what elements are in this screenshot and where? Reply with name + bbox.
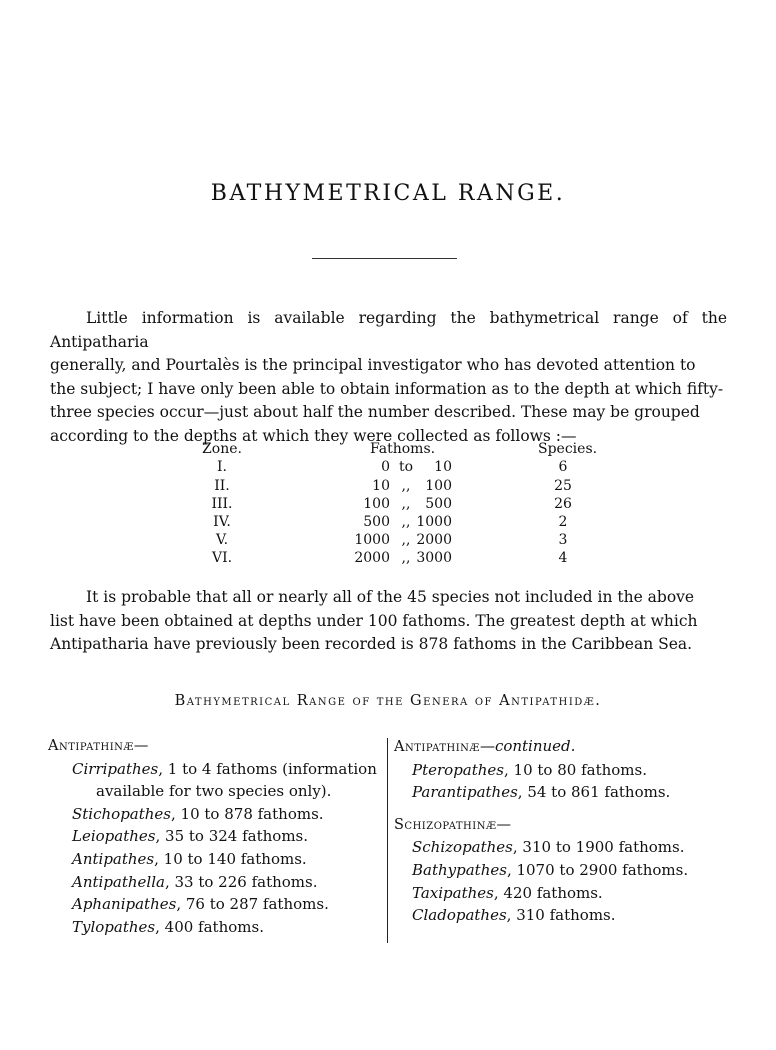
fathoms-sep: ,, — [401, 513, 411, 530]
fathoms-sep: ,, — [401, 550, 411, 567]
fathoms-to: 500 — [425, 495, 452, 512]
zone-cell: II. — [214, 477, 230, 494]
list-item — [48, 803, 386, 826]
para2-line: It is probable that all or nearly all of the 45 species not included in the above — [86, 588, 695, 606]
fathoms-sep: ,, — [401, 477, 411, 494]
genus-name: Stichopathes — [72, 804, 172, 823]
depth-range: , 10 to 140 fathoms. — [154, 849, 307, 868]
table-row — [180, 478, 620, 496]
depth-range: , 76 to 287 fathoms. — [176, 895, 329, 914]
page-title: BATHYMETRICAL RANGE. — [210, 181, 566, 206]
fathoms-from: 0 — [381, 459, 390, 476]
subfamily-heading — [394, 735, 724, 759]
list-item — [394, 836, 724, 859]
fathoms-sep: ,, — [401, 495, 411, 512]
zone-cell: I. — [217, 459, 227, 476]
intro-line: according to the depths at which they were collected as follows :— — [50, 426, 577, 445]
species-cell: 3 — [558, 532, 568, 549]
list-item — [48, 758, 386, 803]
zone-cell: IV. — [213, 513, 231, 530]
zone-cell: VI. — [211, 550, 233, 567]
species-header: Species. — [538, 441, 598, 457]
genera-section-title: Bathymetrical Range of the Genera of Antipathidæ. — [174, 693, 602, 709]
genus-name: Aphanipathes — [72, 895, 177, 914]
intro-line: generally, and Pourtalès is the principal investigator who has devoted attention to — [50, 356, 696, 374]
intro-paragraph — [50, 307, 727, 448]
fathoms-from: 100 — [363, 495, 390, 512]
spacer — [394, 804, 724, 814]
table-row — [180, 459, 620, 477]
list-item — [48, 916, 386, 939]
right-genera-column — [394, 735, 724, 927]
left-genera-column — [48, 735, 386, 938]
genus-name: Parantipathes — [412, 783, 518, 802]
list-item — [394, 781, 724, 804]
subfamily-heading: Antipathinæ— — [48, 738, 149, 754]
fathoms-to: 2000 — [416, 532, 452, 549]
fathoms-sep: to — [398, 459, 414, 476]
fathoms-to: 1000 — [416, 513, 452, 530]
zone-cell: III. — [211, 495, 233, 512]
intro-line: the subject; I have only been able to obtain information as to the depth at which fifty- — [50, 379, 724, 398]
depth-range: , 1 to 4 fathoms (information — [158, 759, 377, 778]
list-item — [394, 904, 724, 927]
genus-name: Leiopathes — [72, 827, 156, 846]
depth-range: , 400 fathoms. — [155, 917, 264, 936]
depth-range: , 35 to 324 fathoms. — [155, 827, 309, 846]
depth-range: , 1070 to 2900 fathoms. — [506, 860, 689, 879]
continued-note: —continued. — [479, 737, 576, 755]
depth-range: , 10 to 80 fathoms. — [504, 760, 647, 779]
species-cell: 25 — [554, 477, 572, 494]
genus-name: Schizopathes — [412, 838, 513, 857]
para2-line: Antipatharia have previously been recorded is 878 fathoms in the Caribbean Sea. — [50, 635, 693, 653]
species-cell: 2 — [558, 513, 568, 530]
fathoms-header: Fathoms. — [370, 441, 436, 457]
list-item — [394, 759, 724, 782]
table-row — [180, 496, 620, 514]
depth-range: , 54 to 861 fathoms. — [517, 783, 671, 802]
list-item — [48, 893, 386, 916]
zone-table-header — [180, 441, 620, 459]
table-row — [180, 550, 620, 568]
fathoms-to: 3000 — [416, 550, 452, 567]
list-item — [48, 848, 386, 871]
subfamily-heading: Schizopathinæ— — [394, 816, 512, 833]
second-paragraph — [50, 586, 727, 657]
intro-line: three species occur—just about half the number described. These may be grouped — [50, 403, 700, 421]
fathoms-to: 10 — [434, 459, 452, 476]
column-divider — [387, 738, 388, 943]
species-cell: 4 — [558, 550, 568, 567]
species-cell: 6 — [558, 459, 568, 476]
genus-name: Antipathes — [72, 849, 155, 868]
table-row — [180, 532, 620, 550]
zone-table — [180, 441, 620, 569]
genus-name: Tylopathes — [72, 917, 156, 936]
genus-name: Cirripathes — [72, 759, 159, 778]
fathoms-to: 100 — [425, 477, 452, 494]
depth-range: , 310 to 1900 fathoms. — [512, 838, 685, 857]
depth-range: , 10 to 878 fathoms. — [171, 804, 324, 823]
list-item — [394, 882, 724, 905]
zone-header: Zone. — [202, 441, 242, 457]
genus-name: Taxipathes — [412, 883, 494, 902]
depth-range: , 310 fathoms. — [506, 906, 616, 925]
depth-range: , 33 to 226 fathoms. — [164, 872, 318, 891]
list-item — [48, 871, 386, 894]
depth-range-continued: available for two species only). — [96, 782, 332, 801]
para2-line: list have been obtained at depths under 100 fathoms. The greatest depth at which — [50, 611, 698, 630]
intro-line: Little information is available regarding the bathymetrical range of the Antipatharia — [50, 309, 727, 351]
genus-name: Antipathella — [72, 872, 165, 891]
fathoms-sep: ,, — [401, 532, 411, 549]
list-item — [394, 859, 724, 882]
title-rule — [312, 258, 457, 259]
fathoms-from: 1000 — [354, 532, 390, 549]
species-cell: 26 — [554, 495, 572, 512]
depth-range: , 420 fathoms. — [493, 883, 603, 902]
genus-name: Bathypathes — [412, 860, 507, 879]
list-item — [48, 825, 386, 848]
subfamily-name: Antipathinæ — [394, 739, 480, 755]
fathoms-from: 10 — [372, 477, 390, 494]
fathoms-from: 500 — [363, 513, 390, 530]
genus-name: Pteropathes — [412, 760, 505, 779]
zone-cell: V. — [215, 532, 229, 549]
fathoms-from: 2000 — [354, 550, 390, 567]
table-row — [180, 514, 620, 532]
genus-name: Cladopathes — [412, 906, 507, 925]
